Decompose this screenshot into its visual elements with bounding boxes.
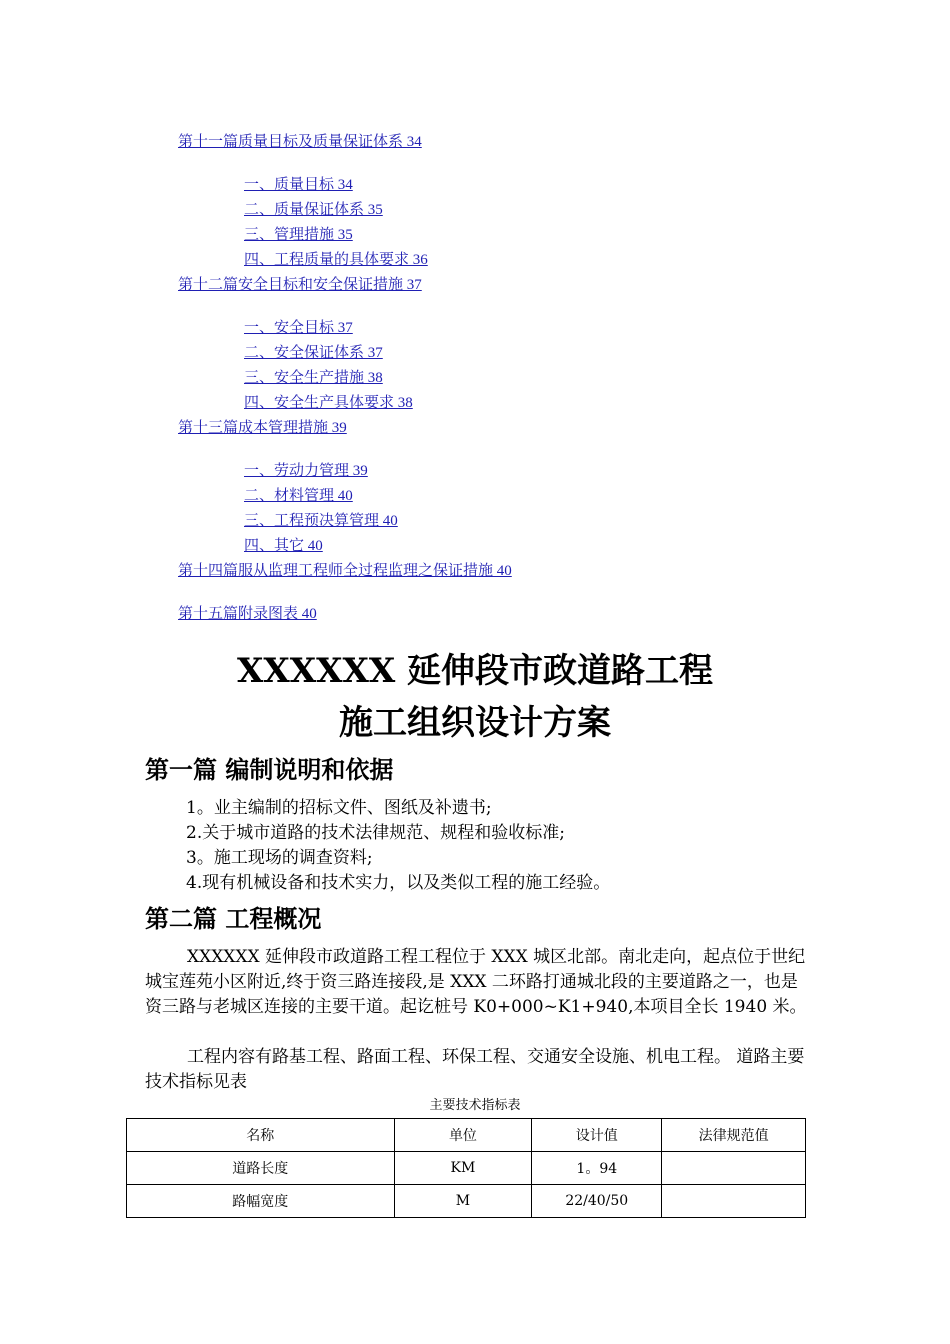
toc-link[interactable]: 一、质量目标 34 xyxy=(244,177,353,193)
toc-link[interactable]: 二、材料管理 40 xyxy=(244,488,353,504)
toc-link-chapter-11[interactable]: 第十一篇质量目标及质量保证体系 34 xyxy=(178,134,422,150)
toc-link[interactable]: 二、质量保证体系 35 xyxy=(244,202,383,218)
list-item: 4.现有机械设备和技术实力，以及类似工程的施工经验。 xyxy=(186,873,611,893)
table-row xyxy=(127,1152,806,1185)
table-caption: 主要技术指标表 xyxy=(429,1098,521,1113)
paragraph-overview: XXXXXX 延伸段市政道路工程工程位于 XXX 城区北部。南北走向，起点位于世纪城宝莲苑小区附近,终于资三路连接段,是 XXX 二环路打通城北段的主要道路之一，也是资三路与老城区连接的主要干道。起讫桩号 K0+000~K1+940,本项目全长 1940 米。 xyxy=(145,947,807,1017)
toc-link[interactable]: 三、管理措施 35 xyxy=(244,227,353,243)
list-item: 2.关于城市道路的技术法律规范、规程和验收标准; xyxy=(186,823,565,843)
toc-link[interactable]: 一、劳动力管理 39 xyxy=(244,463,368,479)
toc-link[interactable]: 四、其它 40 xyxy=(244,538,323,554)
table-header-cell: 设计值 xyxy=(532,1119,662,1152)
toc-link[interactable]: 三、安全生产措施 38 xyxy=(244,370,383,386)
spec-table xyxy=(126,1118,806,1218)
section-heading-1: 第一篇 编制说明和依据 xyxy=(145,756,394,784)
table-header-cell: 名称 xyxy=(127,1119,395,1152)
toc-link-chapter-13[interactable]: 第十三篇成本管理措施 39 xyxy=(178,420,347,436)
table-cell: 22/40/50 xyxy=(532,1185,662,1218)
table-header-cell: 法律规范值 xyxy=(662,1119,806,1152)
toc-link-chapter-15[interactable]: 第十五篇附录图表 40 xyxy=(178,606,317,622)
table-cell: 路幅宽度 xyxy=(127,1185,395,1218)
toc-link[interactable]: 一、安全目标 37 xyxy=(244,320,353,336)
table-cell: 道路长度 xyxy=(127,1152,395,1185)
document-title-line2: 施工组织设计方案 xyxy=(339,703,611,743)
list-item: 1。业主编制的招标文件、图纸及补遗书; xyxy=(186,798,492,818)
toc-link[interactable]: 四、安全生产具体要求 38 xyxy=(244,395,413,411)
toc-link[interactable]: 四、工程质量的具体要求 36 xyxy=(244,252,428,268)
toc-link[interactable]: 三、工程预决算管理 40 xyxy=(244,513,398,529)
toc-link-chapter-14[interactable]: 第十四篇服从监理工程师全过程监理之保证措施 40 xyxy=(178,563,512,579)
table-row xyxy=(127,1185,806,1218)
table-header-cell: 单位 xyxy=(394,1119,532,1152)
table-header-row xyxy=(127,1119,806,1152)
table-cell: 1。94 xyxy=(532,1152,662,1185)
table-cell xyxy=(662,1185,806,1218)
paragraph-scope: 工程内容有路基工程、路面工程、环保工程、交通安全设施、机电工程。 道路主要技术指标见表 xyxy=(145,1047,805,1092)
table-cell xyxy=(662,1152,806,1185)
toc-link[interactable]: 二、安全保证体系 37 xyxy=(244,345,383,361)
table-cell: M xyxy=(394,1185,532,1218)
table-cell: KM xyxy=(394,1152,532,1185)
list-item: 3。施工现场的调查资料; xyxy=(186,848,373,868)
section-heading-2: 第二篇 工程概况 xyxy=(145,905,322,933)
document-title-line1: XXXXXX 延伸段市政道路工程 xyxy=(236,651,714,691)
toc-link-chapter-12[interactable]: 第十二篇安全目标和安全保证措施 37 xyxy=(178,277,422,293)
